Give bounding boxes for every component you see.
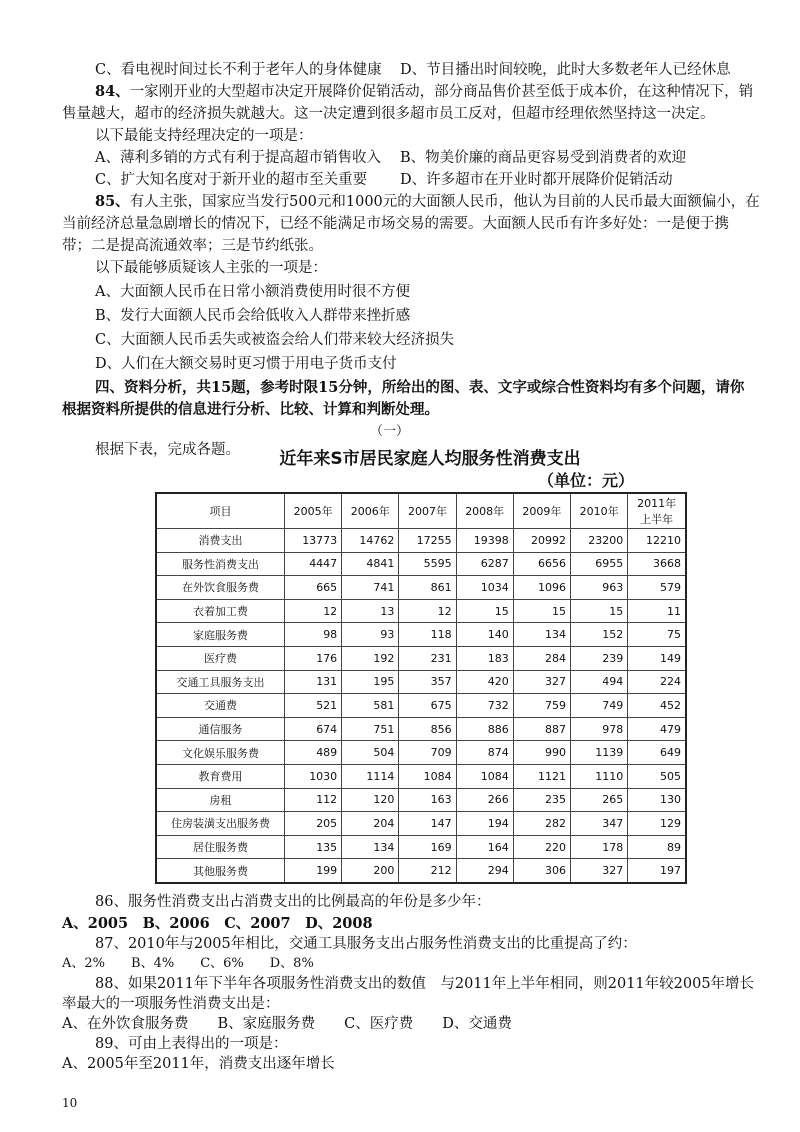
- table-row: [156, 717, 686, 741]
- table-cell: 759: [513, 694, 570, 718]
- table-cell: 6287: [456, 552, 513, 576]
- table-cell: 282: [513, 812, 570, 836]
- part-marker: （一）: [370, 424, 410, 439]
- table-cell: 420: [456, 670, 513, 694]
- table-cell: 23200: [571, 529, 628, 553]
- table-cell: 89: [628, 835, 686, 859]
- table-row: [156, 599, 686, 623]
- q85-option-c: C、大面额人民币丢失或被盗会给人们带来较大经济损失: [95, 332, 455, 348]
- table-cell: 147: [399, 812, 456, 836]
- table-cell: 12: [399, 599, 456, 623]
- q89-text: 89、可由上表得出的一项是：: [95, 1036, 288, 1052]
- q86-text: 86、服务性消费支出占消费支出的比例最高的年份是多少年：: [95, 894, 491, 910]
- table-cell: 200: [342, 859, 399, 883]
- table-cell: 183: [456, 646, 513, 670]
- q84-option-c: C、扩大知名度对于新开业的超市至关重要: [95, 172, 368, 188]
- table-cell: 134: [513, 623, 570, 647]
- table-cell: 452: [628, 694, 686, 718]
- table-row: [156, 859, 686, 883]
- table-cell: 1121: [513, 764, 570, 788]
- table-row: [156, 812, 686, 836]
- table-cell: 1096: [513, 576, 570, 600]
- header-2011-h1: [628, 493, 686, 529]
- table-cell: 4447: [284, 552, 341, 576]
- table-cell: 118: [399, 623, 456, 647]
- section-heading-line1: 四、资料分析，共15题，参考时限15分钟，所给出的图、表、文字或综合性资料均有多个问题，请你: [95, 379, 745, 396]
- table-cell: 13: [342, 599, 399, 623]
- table-cell: 294: [456, 859, 513, 883]
- table-row: [156, 741, 686, 765]
- table-cell: 856: [399, 717, 456, 741]
- q84-option-b: B、物美价廉的商品更容易受到消费者的欢迎: [400, 150, 687, 166]
- table-cell: 266: [456, 788, 513, 812]
- row-label: 服务性消费支出: [156, 552, 284, 576]
- table-cell: 751: [342, 717, 399, 741]
- table-cell: 6955: [571, 552, 628, 576]
- q84-paragraph-line2: 售量越大，超市的经济损失就越大。这一决定遭到很多超市员工反对，但超市经理依然坚持这一决定。: [62, 106, 715, 122]
- header-2006: 2006年: [342, 493, 399, 529]
- q85-option-b: B、发行大面额人民币会给低收入人群带来挫折感: [95, 308, 411, 324]
- table-cell: 152: [571, 623, 628, 647]
- table-cell: 235: [513, 788, 570, 812]
- table-row: [156, 529, 686, 553]
- table-cell: 709: [399, 741, 456, 765]
- q85-paragraph-line2: 当前经济总量急剧增长的情况下，已经不能满足市场交易的需要。大面额人民币有许多好处：一是便于携: [62, 216, 729, 232]
- table-cell: 347: [571, 812, 628, 836]
- table-cell: 357: [399, 670, 456, 694]
- table-cell: 12: [284, 599, 341, 623]
- row-label: 教育费用: [156, 764, 284, 788]
- row-label: 其他服务费: [156, 859, 284, 883]
- table-cell: 494: [571, 670, 628, 694]
- table-cell: 327: [571, 859, 628, 883]
- row-label: 家庭服务费: [156, 623, 284, 647]
- header-2011-line1: 2011年: [637, 497, 677, 510]
- table-cell: 1114: [342, 764, 399, 788]
- q88-text-line2: 率最大的一项服务性消费支出是：: [62, 996, 280, 1012]
- option-d-q83: D、节目播出时间较晚，此时大多数老年人已经休息: [400, 62, 731, 78]
- header-2005: 2005年: [284, 493, 341, 529]
- table-cell: 1084: [399, 764, 456, 788]
- q84-option-d: D、许多超市在开业时都开展降价促销活动: [400, 172, 673, 188]
- q85-option-a: A、大面额人民币在日常小额消费使用时很不方便: [95, 284, 410, 300]
- table-cell: 6656: [513, 552, 570, 576]
- table-row: [156, 788, 686, 812]
- table-cell: 665: [284, 576, 341, 600]
- q84-number: 84、: [95, 83, 130, 100]
- header-2010: 2010年: [571, 493, 628, 529]
- header-2007: 2007年: [399, 493, 456, 529]
- table-cell: 15: [456, 599, 513, 623]
- table-row: [156, 646, 686, 670]
- section-heading-line2: 根据资料所提供的信息进行分析、比较、计算和判断处理。: [62, 401, 439, 418]
- table-cell: 1084: [456, 764, 513, 788]
- q87-options: A、2% B、4% C、6% D、8%: [62, 956, 314, 971]
- q86-options: A、2005 B、2006 C、2007 D、2008: [62, 915, 373, 932]
- table-cell: 194: [456, 812, 513, 836]
- row-label: 在外饮食服务费: [156, 576, 284, 600]
- table-cell: 163: [399, 788, 456, 812]
- row-label: 交通工具服务支出: [156, 670, 284, 694]
- table-cell: 15: [513, 599, 570, 623]
- table-cell: 19398: [456, 529, 513, 553]
- table-cell: 874: [456, 741, 513, 765]
- table-cell: 12210: [628, 529, 686, 553]
- table-row: [156, 670, 686, 694]
- q88-options: A、在外饮食服务费 B、家庭服务费 C、医疗费 D、交通费: [62, 1016, 512, 1032]
- table-cell: 212: [399, 859, 456, 883]
- table-cell: 674: [284, 717, 341, 741]
- table-cell: 306: [513, 859, 570, 883]
- q84-text-a: 一家刚开业的大型超市决定开展降价促销活动，部分商品售价甚至低于成本价，在这种情况下，销: [129, 84, 754, 100]
- q85-number: 85、: [95, 193, 130, 210]
- table-cell: 98: [284, 623, 341, 647]
- row-label: 消费支出: [156, 529, 284, 553]
- table-cell: 231: [399, 646, 456, 670]
- table-cell: 284: [513, 646, 570, 670]
- table-cell: 130: [628, 788, 686, 812]
- table-cell: 164: [456, 835, 513, 859]
- table-cell: 4841: [342, 552, 399, 576]
- table-row: [156, 576, 686, 600]
- table-cell: 489: [284, 741, 341, 765]
- q84-option-a: A、薄利多销的方式有利于提高超市销售收入: [95, 150, 381, 166]
- table-cell: 140: [456, 623, 513, 647]
- table-cell: 176: [284, 646, 341, 670]
- q88-text-line1: 88、如果2011年下半年各项服务性消费支出的数值 与2011年上半年相同，则2011年较2005年增长: [95, 976, 755, 992]
- table-cell: 1030: [284, 764, 341, 788]
- table-title: 近年来S市居民家庭人均服务性消费支出: [279, 449, 581, 469]
- table-cell: 749: [571, 694, 628, 718]
- q84-paragraph-line1: [95, 82, 753, 102]
- table-cell: 1139: [571, 741, 628, 765]
- table-cell: 505: [628, 764, 686, 788]
- table-cell: 197: [628, 859, 686, 883]
- table-cell: 134: [342, 835, 399, 859]
- table-row: [156, 694, 686, 718]
- q85-paragraph-line1: [95, 192, 760, 212]
- table-cell: 15: [571, 599, 628, 623]
- row-label: 居住服务费: [156, 835, 284, 859]
- q85-paragraph-line3: 带；二是提高流通效率；三是节约纸张。: [62, 238, 323, 254]
- table-cell: 581: [342, 694, 399, 718]
- table-cell: 120: [342, 788, 399, 812]
- table-cell: 112: [284, 788, 341, 812]
- table-cell: 199: [284, 859, 341, 883]
- q85-prompt: 以下最能够质疑该人主张的一项是：: [95, 260, 327, 276]
- q89-option-a: A、2005年至2011年，消费支出逐年增长: [62, 1056, 335, 1072]
- q85-option-d: D、人们在大额交易时更习惯于用电子货币支付: [95, 356, 397, 372]
- row-label: 住房装潢支出服务费: [156, 812, 284, 836]
- table-intro: 根据下表，完成各题。: [95, 442, 240, 458]
- table-cell: 579: [628, 576, 686, 600]
- table-cell: 178: [571, 835, 628, 859]
- table-cell: 741: [342, 576, 399, 600]
- header-item: 项目: [156, 493, 284, 529]
- table-cell: 93: [342, 623, 399, 647]
- table-cell: 205: [284, 812, 341, 836]
- row-label: 通信服务: [156, 717, 284, 741]
- table-header-row: [156, 493, 686, 529]
- table-cell: 129: [628, 812, 686, 836]
- table-cell: 649: [628, 741, 686, 765]
- page-number: 10: [62, 1096, 78, 1110]
- row-label: 医疗费: [156, 646, 284, 670]
- table-cell: 1110: [571, 764, 628, 788]
- row-label: 房租: [156, 788, 284, 812]
- table-cell: 11: [628, 599, 686, 623]
- table-row: [156, 552, 686, 576]
- table-cell: 861: [399, 576, 456, 600]
- table-cell: 887: [513, 717, 570, 741]
- table-cell: 204: [342, 812, 399, 836]
- header-2011-line2: 上半年: [640, 513, 674, 526]
- table-cell: 990: [513, 741, 570, 765]
- table-cell: 3668: [628, 552, 686, 576]
- row-label: 文化娱乐服务费: [156, 741, 284, 765]
- table-cell: 149: [628, 646, 686, 670]
- header-2009: 2009年: [513, 493, 570, 529]
- table-cell: 220: [513, 835, 570, 859]
- table-cell: 978: [571, 717, 628, 741]
- q84-prompt: 以下最能支持经理决定的一项是：: [95, 128, 313, 144]
- table-cell: 13773: [284, 529, 341, 553]
- table-cell: 504: [342, 741, 399, 765]
- table-cell: 131: [284, 670, 341, 694]
- table-row: [156, 835, 686, 859]
- table-cell: 327: [513, 670, 570, 694]
- table-cell: 5595: [399, 552, 456, 576]
- q87-text: 87、2010年与2005年相比，交通工具服务支出占服务性消费支出的比重提高了约：: [95, 936, 637, 952]
- table-cell: 963: [571, 576, 628, 600]
- table-row: [156, 764, 686, 788]
- table-cell: 521: [284, 694, 341, 718]
- table-cell: 75: [628, 623, 686, 647]
- service-consumption-table: [155, 492, 687, 884]
- table-cell: 17255: [399, 529, 456, 553]
- table-cell: 886: [456, 717, 513, 741]
- table-cell: 20992: [513, 529, 570, 553]
- header-2008: 2008年: [456, 493, 513, 529]
- table-cell: 239: [571, 646, 628, 670]
- table-cell: 195: [342, 670, 399, 694]
- table-cell: 135: [284, 835, 341, 859]
- table-cell: 14762: [342, 529, 399, 553]
- table-cell: 265: [571, 788, 628, 812]
- table-cell: 732: [456, 694, 513, 718]
- table-cell: 169: [399, 835, 456, 859]
- q85-text-a: 有人主张，国家应当发行500元和1000元的大面额人民币，他认为目前的人民币最大面额偏小，在: [129, 194, 760, 210]
- row-label: 衣着加工费: [156, 599, 284, 623]
- table-cell: 675: [399, 694, 456, 718]
- row-label: 交通费: [156, 694, 284, 718]
- table-cell: 479: [628, 717, 686, 741]
- table-row: [156, 623, 686, 647]
- table-cell: 224: [628, 670, 686, 694]
- table-cell: 1034: [456, 576, 513, 600]
- table-unit: （单位：元）: [538, 471, 635, 490]
- table-cell: 192: [342, 646, 399, 670]
- option-c-q83: C、看电视时间过长不利于老年人的身体健康: [95, 62, 382, 78]
